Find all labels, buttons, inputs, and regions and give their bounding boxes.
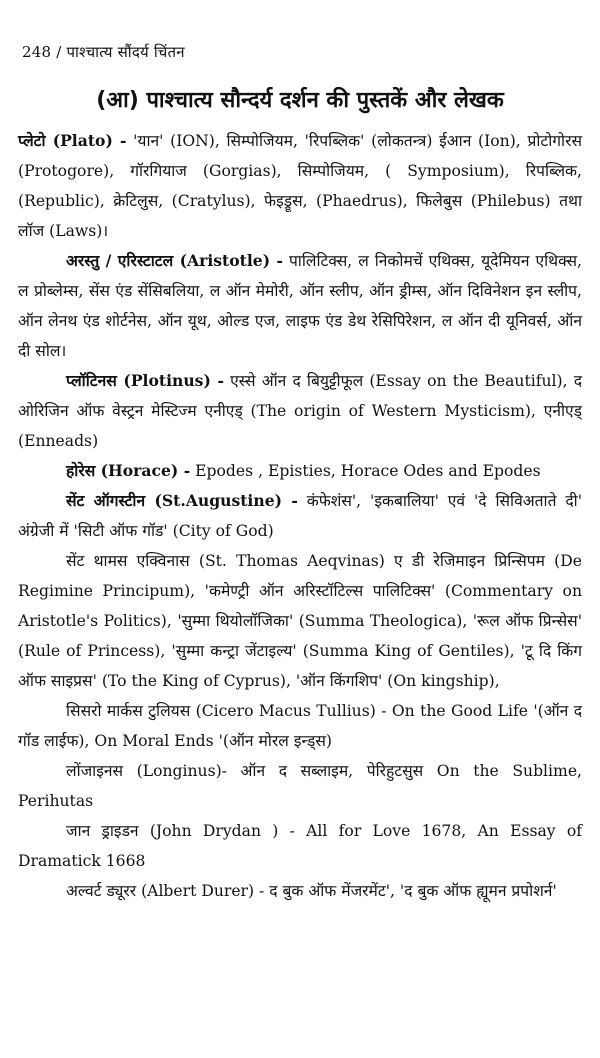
- author-name: सेंट थामस एक्विनास (St. Thomas Aeqvinas): [66, 552, 385, 570]
- entry-horace: [18, 456, 582, 486]
- entry-aquinas: [18, 546, 582, 696]
- section-heading: (आ) पाश्चात्य सौन्दर्य दर्शन की पुस्तकें और लेखक: [96, 88, 504, 113]
- author-name: अल्वर्ट ड्यूरर (Albert Durer) -: [66, 882, 265, 900]
- entry-aristotle: [18, 246, 582, 366]
- author-name: अरस्तु / एरिस्टाटल (Aristotle) -: [66, 251, 283, 270]
- author-name: प्लेटो (Plato) -: [18, 131, 127, 150]
- author-name: सेंट ऑगस्टीन (St.Augustine) -: [66, 491, 298, 510]
- works-list: ए डी रेजिमाइन प्रिन्सिपम (De Regimine Principum), 'कमेण्ट्री ऑन अरिस्टॉटिल्स पालिटिक्स' (Commentary on Aristotle's Politics), 'सुम्मा थियोलॉजिका' (Summa Theologica), 'रूल ऑफ प्रिन्सेस' (Rule of Princess), 'सुम्मा कन्ट्रा जेंटाइल्य' (Summa King of Gentiles), 'टू दि किंग ऑफ साइप्रस' (To the King of Cyprus), 'ऑन किंगशिप' (On kingship),: [18, 552, 582, 690]
- works-list: पालिटिक्स, ल निकोमचें एथिक्स, यूदेमियन एथिक्स, ल प्रोब्लेम्स, सेंस एंड सेंसिबलिया, ल ऑन मेमोरी, ऑन स्लीप, ऑन ड्रीम्स, ऑन दिविनेशन इन स्लीप, ऑन लेनथ एंड शोर्टनेस, ऑन यूथ, ओल्ड एज, लाइफ एंड डेथ रेसिपिरेशन, ल ऑन दी यूनिवर्स, ऑन दी सोल।: [18, 252, 582, 360]
- running-header: [22, 42, 582, 62]
- entry-cicero: [18, 696, 582, 756]
- works-list: कंफेशंस', 'इकबालिया' एवं 'दे सिविअताते दी' अंग्रेजी में 'सिटी ऑफ गॉड' (City of God): [18, 492, 582, 540]
- entry-augustine: [18, 486, 582, 546]
- entry-longinus: [18, 756, 582, 816]
- works-list: All for Love 1678, An Essay of Dramatick 1668: [18, 822, 582, 870]
- works-list: एस्से ऑन द बियुट्टीफूल (Essay on the Beautiful), द ओरिजिन ऑफ वेस्ट्रन मेस्टिज्म एनीएड् (The origin of Western Mysticism), एनीएड् (Enneads): [18, 372, 582, 450]
- entry-plotinus: [18, 366, 582, 456]
- author-name: प्लॉटिनस (Plotinus) -: [66, 371, 224, 390]
- page-number: 248: [22, 43, 52, 61]
- works-list: On the Good Life '(ऑन द गॉड लाईफ), On Moral Ends '(ऑन मोरल इन्ड्स): [18, 702, 583, 750]
- entry-plato: [18, 126, 582, 246]
- works-list: 'यान' (ION), सिम्पोजियम, 'रिपब्लिक' (लोकतन्त्र) ईआन (Ion), प्रोटोगोरस (Protogore), गॉरगियाज (Gorgias), सिम्पोजियम, ( Symposium), रिपब्लिक, (Republic), क्रेटिलुस, (Cratylus), फेइड्रूस, (Phaedrus), फिलेबुस (Philebus) तथा लॉज (Laws)।: [18, 132, 582, 240]
- works-list: Epodes , Episties, Horace Odes and Epodes: [190, 462, 541, 480]
- entry-dryden: [18, 816, 582, 876]
- header-separator: /: [56, 43, 62, 61]
- author-name: लोंजाइनस (Longinus)-: [66, 762, 227, 780]
- running-title: पाश्चात्य सौंदर्य चिंतन: [66, 43, 185, 61]
- author-name: होरेस (Horace) -: [66, 461, 191, 480]
- entry-durer: [18, 876, 582, 906]
- author-name: सिसरो मार्कस टुलियस (Cicero Macus Tullius) -: [66, 702, 387, 720]
- works-list: ऑन द सब्लाइम, पेरिहुटसुस On the Sublime, Perihutas: [18, 762, 582, 810]
- works-list: द बुक ऑफ मेंजरमेंट', 'द बुक ऑफ ह्यूमन प्रपोशर्न': [264, 882, 557, 900]
- author-name: जान ड्राइडन (John Drydan ) -: [66, 822, 295, 840]
